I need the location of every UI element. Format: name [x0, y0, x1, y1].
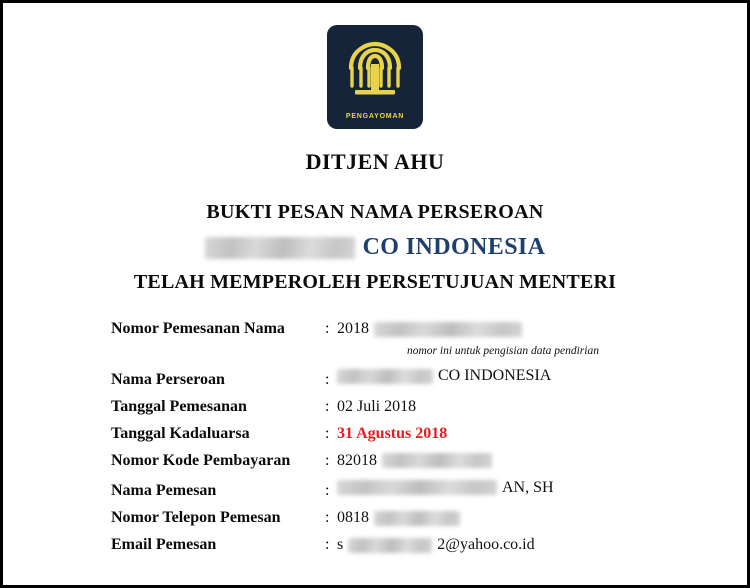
field-value-tanggal-pemesanan: 02 Juli 2018	[337, 397, 417, 415]
company-name-visible: CO INDONESIA	[362, 234, 546, 260]
field-row	[111, 452, 717, 470]
field-separator: :	[325, 482, 330, 499]
field-row	[111, 536, 717, 554]
field-value-nomor-pemesanan-nama	[337, 320, 522, 338]
value-redaction	[348, 538, 432, 553]
value-redaction	[374, 511, 460, 526]
logo-caption: PENGAYOMAN	[345, 113, 405, 120]
field-separator: :	[325, 320, 330, 337]
value-prefix: s	[337, 536, 344, 553]
value-suffix: CO INDONESIA	[438, 367, 552, 384]
value-redaction	[382, 453, 492, 468]
value-suffix: AN, SH	[502, 478, 554, 496]
value-prefix: 82018	[337, 451, 377, 469]
field-row	[111, 367, 717, 389]
company-name-redaction	[205, 237, 355, 259]
field-value-nomor-telepon-pemesan	[337, 509, 460, 527]
company-name-line	[3, 234, 747, 261]
field-label-nama-pemesan: Nama Pemesan	[111, 482, 217, 499]
field-row	[111, 398, 717, 416]
document-headline: BUKTI PESAN NAMA PERSEROAN	[206, 201, 544, 223]
value-redaction	[374, 322, 522, 337]
field-label-email-pemesan: Email Pemesan	[111, 536, 217, 553]
field-row	[111, 425, 717, 443]
field-separator: :	[325, 509, 330, 526]
field-label-tanggal-pemesanan: Tanggal Pemesanan	[111, 397, 247, 415]
value-suffix: 2@yahoo.co.id	[437, 536, 535, 553]
field-label-nomor-kode-pembayaran: Nomor Kode Pembayaran	[111, 451, 291, 469]
field-label-tanggal-kadaluarsa: Tanggal Kadaluarsa	[111, 424, 250, 442]
banyan-tree-icon	[341, 25, 409, 106]
field-label-nama-perseroan: Nama Perseroan	[111, 370, 225, 388]
logo-container	[3, 25, 747, 129]
field-separator: :	[325, 536, 330, 553]
field-value-nama-pemesan	[337, 479, 554, 497]
page-title: DITJEN AHU	[305, 149, 445, 174]
field-separator: :	[325, 424, 330, 442]
fields-list	[3, 320, 747, 554]
value-redaction	[337, 369, 433, 384]
field-row	[111, 479, 717, 501]
order-number-note: nomor ini untuk pengisian data pendirian	[407, 345, 599, 357]
field-label-nomor-telepon-pemesan: Nomor Telepon Pemesan	[111, 509, 281, 526]
field-separator: :	[325, 451, 330, 469]
field-value-nama-perseroan	[337, 367, 551, 385]
value-prefix: 0818	[337, 509, 369, 526]
field-row	[111, 509, 717, 527]
document-subline: TELAH MEMPEROLEH PERSETUJUAN MENTERI	[133, 271, 617, 293]
value-redaction	[337, 480, 497, 495]
field-separator: :	[325, 370, 330, 388]
field-value-tanggal-kadaluarsa: 31 Agustus 2018	[337, 424, 448, 442]
field-label-nomor-pemesanan-nama: Nomor Pemesanan Nama	[111, 320, 285, 337]
field-value-nomor-kode-pembayaran	[337, 452, 492, 470]
pengayoman-logo	[327, 25, 423, 129]
field-value-email-pemesan	[337, 536, 535, 554]
value-prefix: 2018	[337, 320, 369, 337]
field-row	[111, 320, 717, 338]
field-separator: :	[325, 397, 330, 415]
